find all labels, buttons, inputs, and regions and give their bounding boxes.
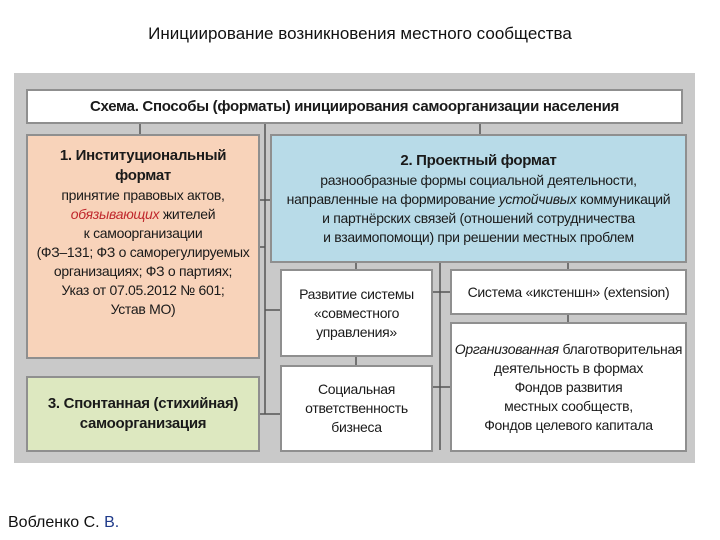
social-responsibility-box bbox=[280, 365, 433, 452]
extension-system-text: Система «икстеншн» (extension) bbox=[467, 283, 670, 300]
development-system-text: управления» bbox=[316, 323, 397, 340]
project-text: разнообразные формы социальной деятельности, bbox=[320, 171, 637, 188]
project-format-box bbox=[270, 134, 687, 263]
development-system-box bbox=[280, 269, 433, 357]
institutional-format-box bbox=[26, 134, 260, 359]
spontaneous-heading-2: самоорганизация bbox=[79, 415, 207, 432]
charity-text-rest: благотворительная bbox=[558, 340, 683, 357]
charity-emphasis: Организованная bbox=[454, 340, 559, 357]
project-text-a: направленные на формирование bbox=[286, 190, 499, 207]
social-responsibility-text: ответственность bbox=[305, 400, 408, 416]
social-responsibility-text: Социальная bbox=[317, 381, 396, 397]
charity-text: деятельность в формах bbox=[493, 359, 644, 376]
scheme-title-box bbox=[26, 89, 683, 124]
project-text-b: коммуникаций bbox=[576, 190, 671, 207]
charity-text: Фондов развития bbox=[514, 378, 623, 395]
project-heading: 2. Проектный формат bbox=[400, 151, 557, 169]
charity-text: Фондов целевого капитала bbox=[484, 416, 653, 433]
institutional-text: к самоорганизации bbox=[83, 225, 203, 241]
charity-box bbox=[450, 322, 687, 452]
spontaneous-heading: 3. Спонтанная (стихийная) bbox=[47, 395, 239, 412]
institutional-text-rest: жителей bbox=[159, 206, 216, 222]
project-text bbox=[287, 190, 671, 209]
institutional-text: принятие правовых актов, bbox=[61, 187, 225, 203]
project-text: и взаимопомощи) при решении местных проблем bbox=[323, 228, 634, 245]
development-system-text: «совместного bbox=[313, 304, 400, 321]
charity-text bbox=[455, 340, 682, 359]
slide-title: Инициирование возникновения местного сообщества bbox=[148, 24, 572, 43]
development-system-text: Развитие системы bbox=[299, 285, 414, 302]
author-name-initial: В. bbox=[104, 514, 120, 531]
institutional-text: Указ от 07.05.2012 № 601; bbox=[61, 282, 225, 298]
social-responsibility-text: бизнеса bbox=[331, 419, 382, 435]
extension-system-box bbox=[450, 269, 687, 315]
author-name bbox=[8, 514, 119, 532]
project-text: и партнёрских связей (отношений сотрудничества bbox=[322, 209, 635, 226]
author-name-prefix: Вобленко С. bbox=[8, 514, 105, 531]
project-emphasis: устойчивых bbox=[498, 190, 577, 207]
institutional-heading: 1. Институциональный bbox=[59, 147, 227, 164]
institutional-text bbox=[71, 205, 216, 224]
institutional-text: Устав МО) bbox=[110, 301, 176, 317]
institutional-text: (ФЗ–131; ФЗ о саморегулируемых bbox=[36, 244, 250, 260]
scheme-title: Схема. Способы (форматы) инициирования самоорганизации населения bbox=[90, 98, 619, 115]
institutional-heading-2: формат bbox=[115, 167, 171, 184]
charity-text: местных сообществ, bbox=[504, 397, 633, 414]
spontaneous-format-box bbox=[26, 376, 260, 452]
institutional-text: организациях; ФЗ о партиях; bbox=[53, 263, 233, 279]
institutional-emphasis: обязывающих bbox=[70, 206, 160, 222]
